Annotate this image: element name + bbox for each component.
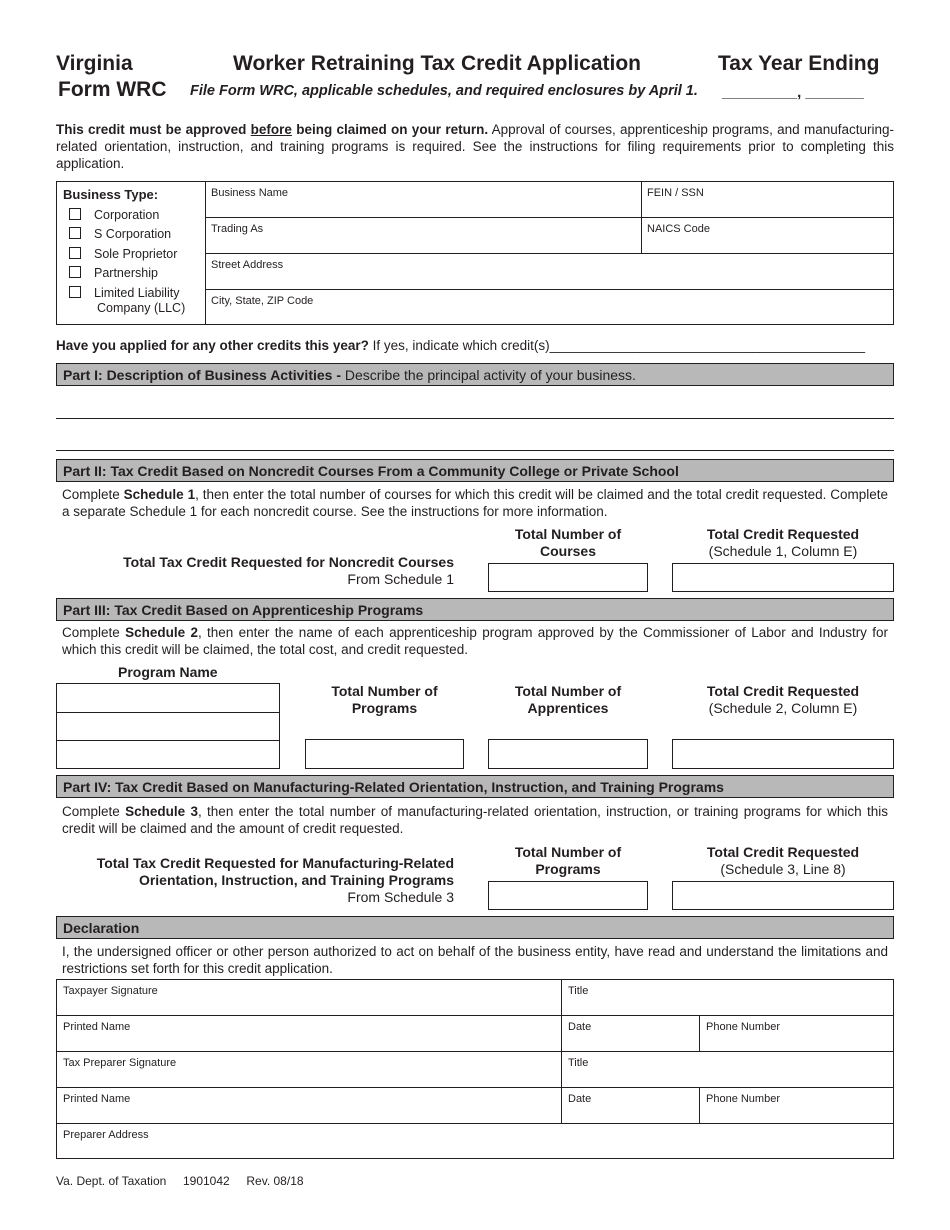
program-name-heading: Program Name — [118, 664, 218, 680]
declaration-header: Declaration — [56, 916, 894, 939]
type-llc-line1: Limited Liability — [94, 286, 180, 300]
other-credits-bold: Have you applied for any other credits this year? — [56, 338, 369, 353]
part3-total-credit-input[interactable] — [672, 739, 894, 769]
street-address-field[interactable]: Street Address — [211, 259, 284, 271]
part1-line-2[interactable] — [56, 450, 894, 451]
business-name-field[interactable]: Business Name — [211, 187, 289, 199]
part4-instructions: Complete Schedule 3, then enter the total number of manufacturing-related orientation, instruction, or training programs for which this credit will be claimed and the amount of credit requested. — [62, 804, 888, 836]
intro-text: Approval of courses, apprenticeship programs, and manufacturing-related orientation, instruction, and training programs is required. See the instructions for filing requirements prior to completing this application. — [56, 122, 895, 171]
taxpayer-title-field[interactable]: Title — [568, 985, 589, 997]
city-state-zip-field[interactable]: City, State, ZIP Code — [211, 295, 314, 307]
footer-rev: Rev. 08/18 — [246, 1174, 304, 1188]
program-name-input-1[interactable] — [57, 684, 279, 712]
program-name-input-3[interactable] — [57, 741, 279, 768]
part4-total-credit-input[interactable] — [672, 881, 894, 910]
program-name-input-2[interactable] — [57, 713, 279, 740]
footer — [56, 1174, 304, 1188]
type-llc-line2: Company (LLC) — [97, 301, 186, 315]
state-name: Virginia — [56, 52, 133, 75]
type-corporation: Corporation — [94, 208, 160, 222]
preparer-phone-field[interactable]: Phone Number — [706, 1093, 780, 1105]
part4-row-label: Total Tax Credit Requested for Manufacturing-Related Orientation, Instruction, and Training Programs From Schedule 3 — [96, 855, 454, 905]
checkbox-s-corporation[interactable] — [69, 227, 81, 239]
footer-code: 1901042 — [182, 1174, 230, 1188]
part1-title: Part I: Description of Business Activities - — [63, 367, 345, 383]
part3-instructions: Complete Schedule 2, then enter the name of each apprenticeship program approved by the Commissioner of Labor and Industry for which this credit will be claimed, the total cost, and credit requested. — [62, 625, 889, 657]
checkbox-sole-proprietor[interactable] — [69, 247, 81, 259]
naics-code-field[interactable]: NAICS Code — [647, 223, 710, 235]
part3-col-programs-heading: Total Number of Programs — [331, 683, 438, 716]
checkbox-llc[interactable] — [69, 286, 81, 298]
part2-header: Part II: Tax Credit Based on Noncredit Courses From a Community College or Private School — [56, 459, 894, 482]
part1-line-1[interactable] — [56, 418, 894, 419]
part2-instructions: Complete Schedule 1, then enter the total number of courses for which this credit will be claimed and the total credit requested. Complete a separate Schedule 1 for each noncredit course. See the instructions for more information. — [62, 487, 889, 519]
form-subtitle: File Form WRC, applicable schedules, and required enclosures by April 1. — [190, 83, 698, 99]
part4-total-programs-input[interactable] — [488, 881, 648, 910]
tax-year-field[interactable]: _________, _______ — [722, 84, 864, 101]
taxpayer-phone-field[interactable]: Phone Number — [706, 1021, 780, 1033]
footer-dept: Va. Dept. of Taxation — [56, 1174, 167, 1188]
part3-col-apprentices-heading: Total Number of Apprentices — [514, 683, 622, 716]
intro-before: before — [250, 122, 292, 137]
signature-grid — [56, 979, 894, 1159]
checkbox-partnership[interactable] — [69, 266, 81, 278]
preparer-signature-field[interactable]: Tax Preparer Signature — [63, 1057, 177, 1069]
part1-desc: Describe the principal activity of your business. — [344, 367, 636, 383]
form-id: Form WRC — [58, 78, 167, 101]
intro-bold-1: This credit must be approved — [56, 122, 251, 137]
type-partnership: Partnership — [94, 266, 158, 280]
other-credits-question[interactable] — [56, 338, 865, 353]
part1-header — [56, 363, 894, 386]
intro-bold-2: being claimed on your return. — [291, 122, 489, 137]
type-sole-proprietor: Sole Proprietor — [94, 247, 178, 261]
part3-total-programs-input[interactable] — [305, 739, 464, 769]
trading-as-field[interactable]: Trading As — [211, 223, 264, 235]
preparer-printed-name-field[interactable]: Printed Name — [63, 1093, 131, 1105]
intro-paragraph — [56, 121, 894, 172]
form-title: Worker Retraining Tax Credit Application — [233, 52, 642, 75]
part2-total-courses-input[interactable] — [488, 563, 648, 592]
part3-total-apprentices-input[interactable] — [488, 739, 648, 769]
part2-total-credit-input[interactable] — [672, 563, 894, 592]
preparer-date-field[interactable]: Date — [568, 1093, 592, 1105]
business-info-box — [56, 181, 894, 325]
part3-col-credit-heading: Total Credit Requested (Schedule 2, Column E) — [706, 683, 860, 716]
part2-row-label: Total Tax Credit Requested for Noncredit Courses From Schedule 1 — [123, 554, 454, 587]
part3-header: Part III: Tax Credit Based on Apprenticeship Programs — [56, 598, 894, 621]
fein-ssn-field[interactable]: FEIN / SSN — [647, 187, 704, 199]
preparer-address-field[interactable]: Preparer Address — [63, 1129, 149, 1141]
part2-col-credit-heading: Total Credit Requested (Schedule 1, Column E) — [706, 526, 860, 559]
taxpayer-printed-name-field[interactable]: Printed Name — [63, 1021, 131, 1033]
part4-col-programs-heading: Total Number of Programs — [514, 844, 622, 877]
declaration-text: I, the undersigned officer or other person authorized to act on behalf of the business entity, have read and understand the limitations and restrictions set forth for this credit application. — [62, 944, 888, 976]
taxpayer-signature-field[interactable]: Taxpayer Signature — [63, 985, 158, 997]
other-credits-text: If yes, indicate which credit(s)__________________________________________ — [368, 338, 865, 353]
tax-year-label: Tax Year Ending — [718, 52, 880, 75]
preparer-title-field[interactable]: Title — [568, 1057, 589, 1069]
business-type-label: Business Type: — [63, 187, 159, 202]
taxpayer-date-field[interactable]: Date — [568, 1021, 592, 1033]
part4-header: Part IV: Tax Credit Based on Manufacturing-Related Orientation, Instruction, and Training Programs — [56, 775, 894, 798]
part2-col-courses-heading: Total Number of Courses — [514, 526, 622, 559]
program-name-box — [56, 683, 280, 769]
checkbox-corporation[interactable] — [69, 208, 81, 220]
type-s-corporation: S Corporation — [94, 227, 172, 241]
part4-col-credit-heading: Total Credit Requested (Schedule 3, Line 8) — [706, 844, 860, 877]
